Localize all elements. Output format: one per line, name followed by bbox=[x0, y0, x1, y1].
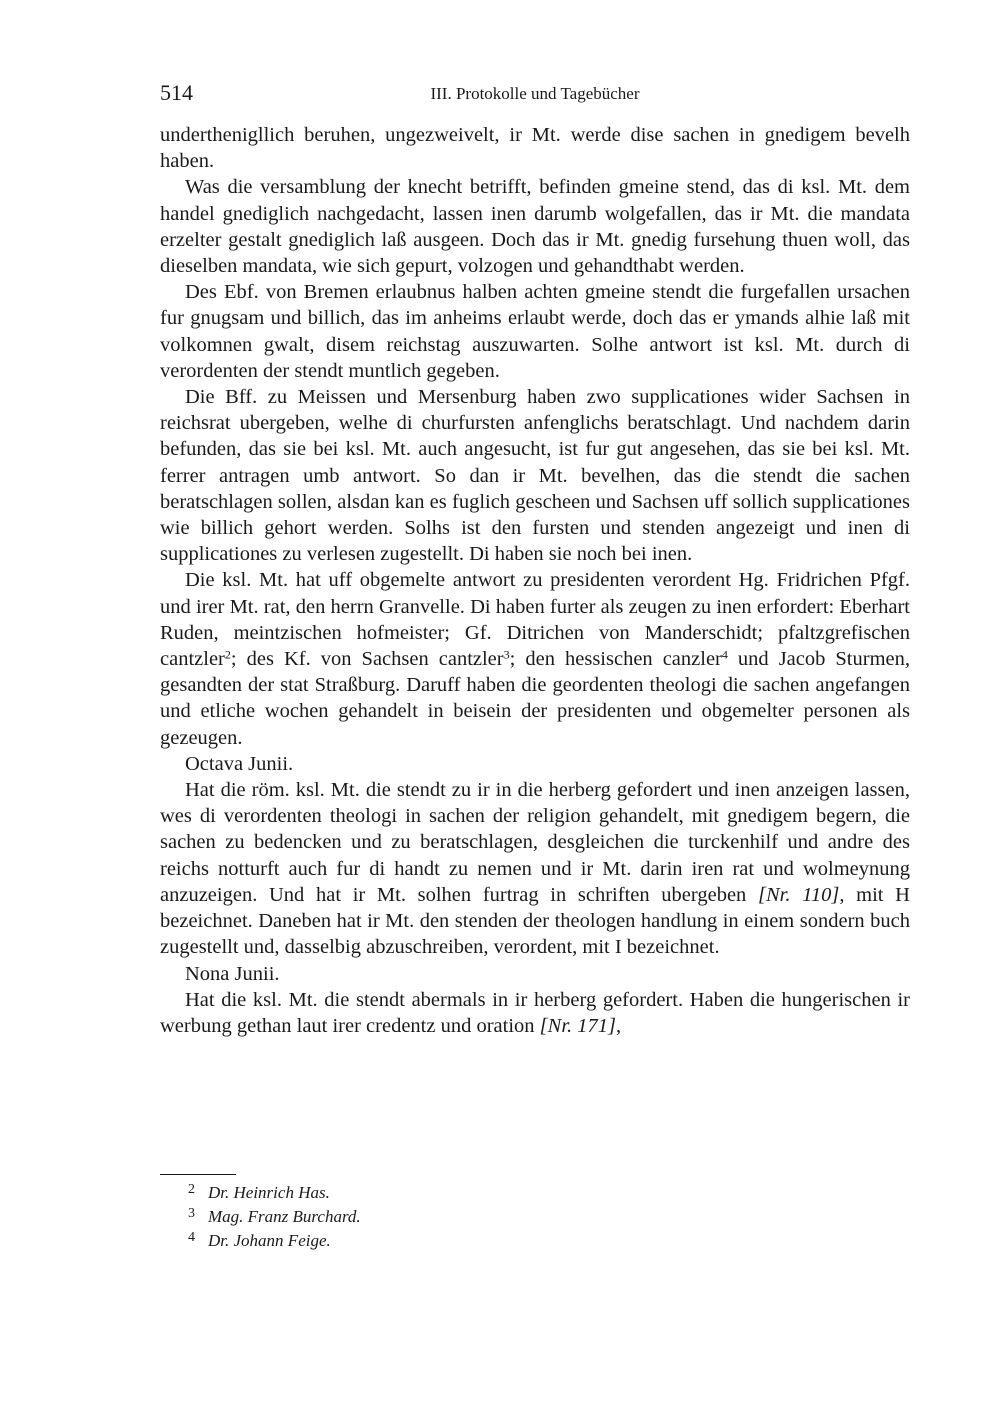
footnote-ref-2[interactable]: 2 bbox=[224, 647, 231, 662]
footnote-number: 3 bbox=[188, 1206, 195, 1221]
footnotes bbox=[188, 1181, 888, 1253]
running-head: III. Protokolle und Tagebücher bbox=[430, 84, 640, 103]
text-segment: , bbox=[616, 1014, 622, 1037]
page-header bbox=[160, 78, 910, 108]
page-number: 514 bbox=[160, 80, 193, 105]
footnote-item bbox=[188, 1181, 888, 1205]
text-segment: und Jacob Sturmen, gesandten der stat Straßburg. Daruff haben die geordenten theologi die sachen angefangen und etliche wochen gehandelt in beisein der presidenten und obgemelter personen als gezeugen. bbox=[160, 648, 910, 749]
cross-reference-nr-110[interactable]: [Nr. 110] bbox=[757, 883, 840, 906]
text-segment: Hat die röm. ksl. Mt. die stendt zu ir in die herberg gefordert und inen anzeigen lassen, wes di verordenten theologi in sachen der religion gehandelt, mit gnedigem begern, die sachen zu bedencken und zu beratschlagen, desgleichen die turckenhilf und andre des reichs notturft auch fur di handt zu nemen und ir Mt. darin iren rat und wolmeynung anzuzeigen. Und hat ir Mt. solhen furtrag in schriften ubergeben bbox=[160, 779, 910, 906]
text-segment: Hat die ksl. Mt. die stendt abermals in ir herberg gefordert. Haben die hungerischen ir werbung gethan laut irer credentz und oration bbox=[160, 988, 910, 1037]
text-segment: , mit H bezeichnet. Daneben hat ir Mt. den stenden der theologen handlung in einem sondern buch zugestellt und, dasselbig abzuschreiben, verordent, mit I bezeichnet. bbox=[160, 883, 910, 959]
paragraph-herberg bbox=[160, 777, 910, 960]
footnote-ref-4[interactable]: 4 bbox=[721, 647, 728, 662]
footnote-item bbox=[188, 1229, 888, 1253]
body-text bbox=[160, 122, 910, 1039]
paragraph-meissen: Die Bff. zu Meissen und Mersenburg haben zwo supplicationes wider Sachsen in reichsrat ubergeben, welhe di churfursten anfenglichs beratschlagt. Und nachdem darin befunden, das sie bei ksl. Mt. auch angesucht, ist fur gut angesehen, das sie bei ksl. Mt. ferrer antragen umb antwort. So dan ir Mt. bevelhen, das die stendt die sachen beratschlagen sollen, alsdan kan es fuglich gescheen und Sachsen uff sollich supplicationes wie billich gehort werden. Solhs ist den fursten und stenden angezeigt und inen di supplicationes zu verlesen zugestellt. Di haben sie noch bei inen. bbox=[160, 386, 910, 566]
paragraph-bremen: Des Ebf. von Bremen erlaubnus halben achten gmeine stendt die furgefallen ursachen fur gnugsam und billich, das im anheims erlaubt werde, doch das er ymands alhie laß mit volkomnen gwalt, disem reichstag auszuwarten. Solhe antwort ist ksl. Mt. durch di verordenten der stendt muntlich gegeben. bbox=[160, 281, 910, 382]
footnote-text: Dr. Johann Feige. bbox=[208, 1231, 331, 1250]
date-heading-nona: Nona Junii. bbox=[185, 962, 280, 985]
cross-reference-nr-171[interactable]: [Nr. 171] bbox=[539, 1014, 617, 1037]
footnote-text: Mag. Franz Burchard. bbox=[208, 1207, 361, 1226]
paragraph-versamblung: Was die versamblung der knecht betrifft, befinden gmeine stend, das di ksl. Mt. dem handel gnediglich nachgedacht, lassen inen darumb wolgefallen, das ir Mt. die mandata erzelter gestalt gnediglich laß ausgeen. Doch das ir Mt. gnedig fursehung thuen woll, das dieselben mandata, wie sich gepurt, volzogen und gehandthabt werden. bbox=[160, 176, 910, 278]
footnote-number: 2 bbox=[188, 1182, 195, 1197]
footnote-divider bbox=[160, 1174, 236, 1175]
footnote-number: 4 bbox=[188, 1230, 195, 1245]
footnote-text: Dr. Heinrich Has. bbox=[208, 1183, 330, 1202]
date-heading-octava: Octava Junii. bbox=[185, 752, 294, 775]
paragraph-continuation: underthenigllich beruhen, ungezweivelt, ir Mt. werde dise sachen in gnedigem bevelh haben. bbox=[160, 124, 910, 173]
footnote-item bbox=[188, 1205, 888, 1229]
paragraph-hungerischen bbox=[160, 987, 910, 1039]
text-segment: ; den hessischen canzler bbox=[509, 648, 722, 671]
text-segment: Die ksl. Mt. hat uff obgemelte antwort zu presidenten verordent Hg. Fridrichen Pfgf. und irer Mt. rat, den herrn Granvelle. Di haben furter als zeugen zu inen erfordert: Eberhart Ruden, meintzischen hofmeister; Gf. Ditrichen von Manderschidt; pfaltzgrefischen cantzler bbox=[160, 569, 910, 671]
paragraph-presidenten bbox=[160, 567, 910, 750]
footnote-ref-3[interactable]: 3 bbox=[503, 647, 510, 662]
text-segment: ; des Kf. von Sachsen cantzler bbox=[230, 648, 504, 671]
